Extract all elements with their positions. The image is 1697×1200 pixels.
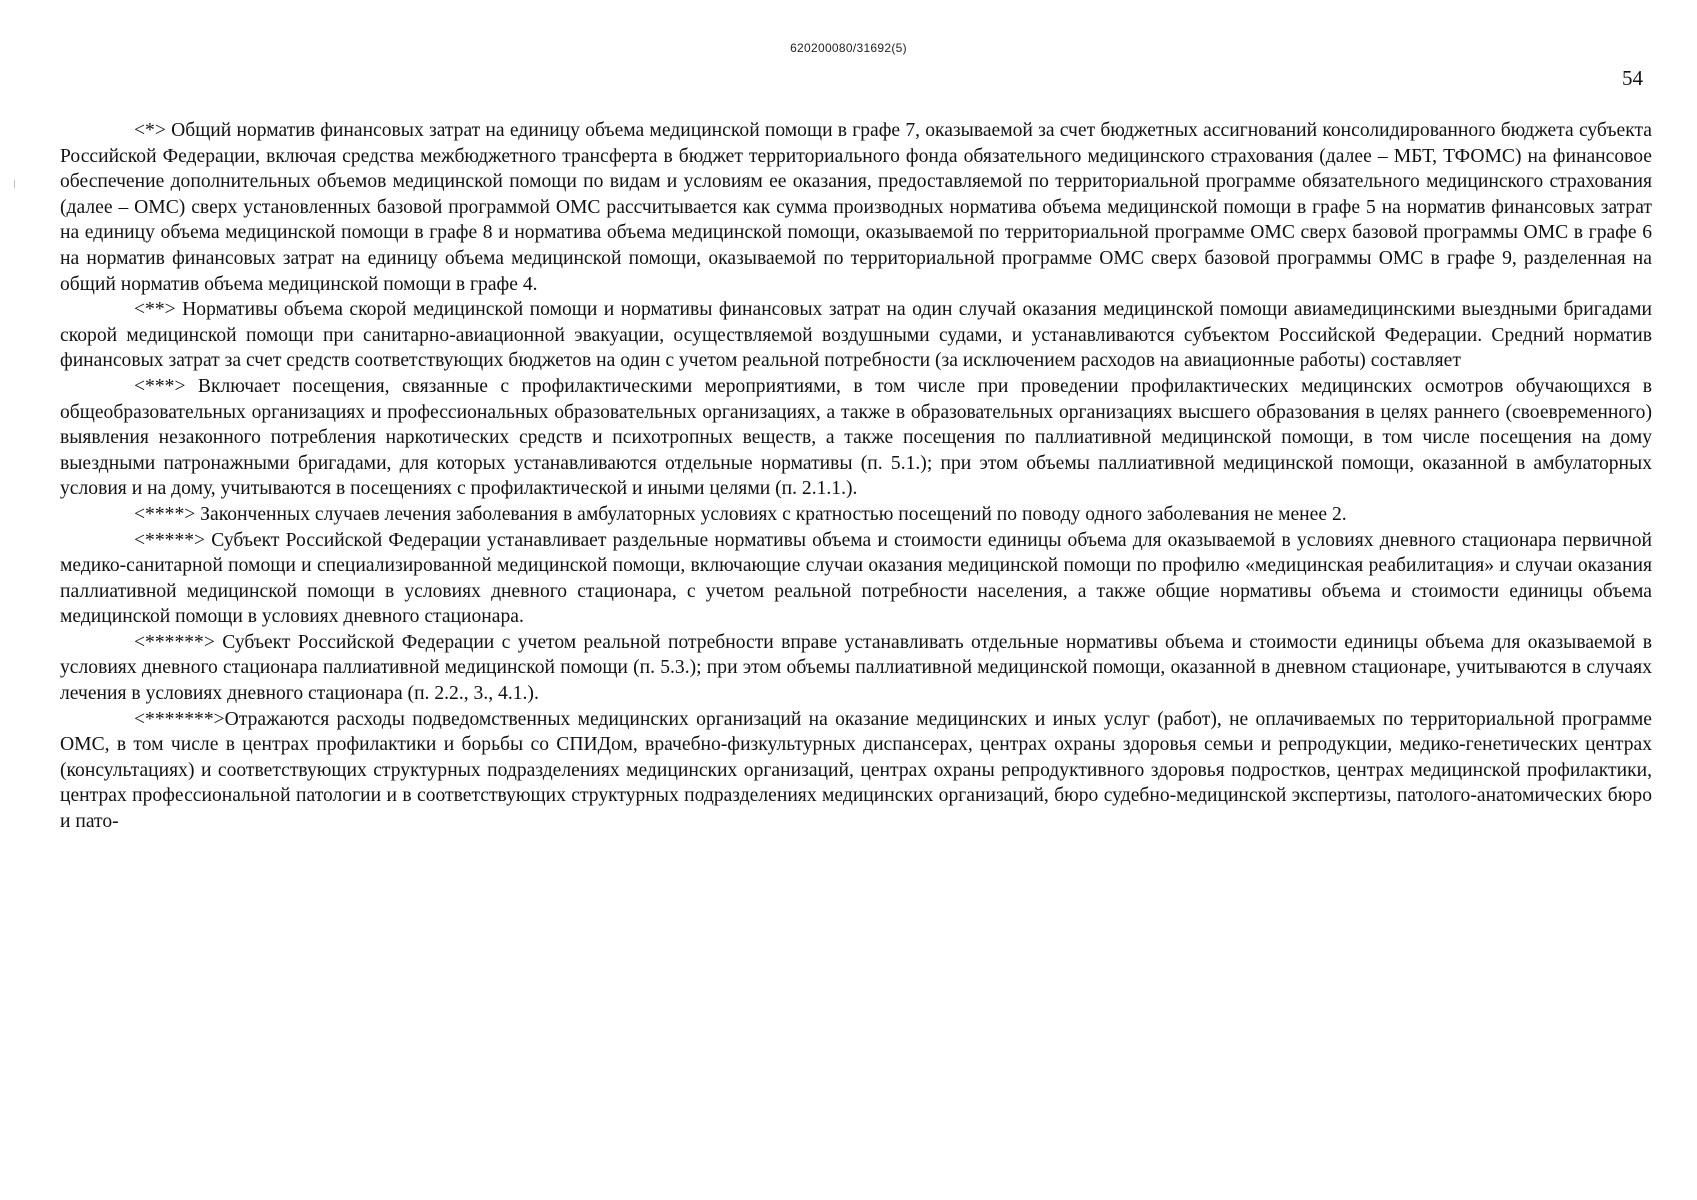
scan-artifact (14, 180, 15, 188)
footnote-7: <*******>Отражаются расходы подведомственных медицинских организаций на оказание медицинских и иных услуг (работ), не оплачиваемых по территориальной программе ОМС, в том числе в центрах профилактики и борьбы со СПИДом, врачебно-физкультурных диспансерах, центрах охраны здоровья семьи и репродукции, медико-генетических центрах (консультациях) и соответствующих структурных подразделениях медицинских организаций, центрах охраны репродуктивного здоровья подростков, центрах медицинской профилактики, центрах профессиональной патологии и в соответствующих структурных подразделениях медицинских организаций, бюро судебно-медицинской экспертизы, патолого-анатомических бюро и пато- (60, 708, 1652, 833)
footnote-2: <**> Нормативы объема скорой медицинской помощи и нормативы финансовых затрат на один случай оказания медицинской помощи авиамедицинскими выездными бригадами скорой медицинской помощи при санитарно-авиационной эвакуации, осуществляемой воздушными судами, и устанавливаются субъектом Российской Федерации. Средний норматив финансовых затрат за счет средств соответствующих бюджетов на один с учетом реальной потребности (за исключением расходов на авиационные работы) составляет (60, 299, 1652, 372)
footnote-3: <***> Включает посещения, связанные с профилактическими мероприятиями, в том числе при проведении профилактических медицинских осмотров обучающихся в общеобразовательных организациях и профессиональных образовательных организациях, а также в образовательных организациях высшего образования в целях раннего (своевременного) выявления незаконного потребления наркотических средств и психотропных веществ, а также посещения по паллиативной медицинской помощи, в том числе посещения на дому выездными патронажными бригадами, для которых устанавливаются отдельные нормативы (п. 5.1.); при этом объемы паллиативной медицинской помощи, оказанной в амбулаторных условия и на дому, учитываются в посещениях с профилактической и иными целями (п. 2.1.1.). (60, 375, 1652, 500)
footnote-5: <*****> Субъект Российской Федерации устанавливает раздельные нормативы объема и стоимости единицы объема для оказываемой в условиях дневного стационара первичной медико-санитарной помощи и специализированной медицинской помощи, включающие случаи оказания медицинской помощи по профилю «медицинская реабилитация» и случаи оказания паллиативной медицинской помощи в условиях дневного стационара, с учетом реальной потребности населения, а также общие нормативы объема и стоимости единицы объема медицинской помощи в условиях дневного стационара. (60, 529, 1652, 628)
document-code: 620200080/31692(5) (790, 41, 907, 55)
page-number: 54 (1622, 66, 1643, 90)
footnote-1: <*> Общий норматив финансовых затрат на единицу объема медицинской помощи в графе 7, оказываемой за счет бюджетных ассигнований консолидированного бюджета субъекта Российской Федерации, включая средства межбюджетного трансферта в бюджет территориального фонда обязательного медицинского страхования (далее – МБТ, ТФОМС) на финансовое обеспечение дополнительных объемов медицинской помощи по видам и условиям ее оказания, предоставляемой по территориальной программе обязательного медицинского страхования (далее – ОМС) сверх установленных базовой программой ОМС рассчитывается как сумма производных норматива объема медицинской помощи в графе 5 на норматив финансовых затрат на единицу объема медицинской помощи в графе 8 и норматива объема медицинской помощи, оказываемой по территориальной программе ОМС сверх базовой программы ОМС в графе 6 на норматив финансовых затрат на единицу объема медицинской помощи, оказываемой по территориальной программе ОМС сверх базовой программы ОМС в графе 9, разделенная на общий норматив объема медицинской помощи в графе 4. (60, 120, 1652, 295)
footnote-6: <******> Субъект Российской Федерации с учетом реальной потребности вправе устанавливать отдельные нормативы объема и стоимости единицы объема для оказываемой в условиях дневного стационара паллиативной медицинской помощи (п. 5.3.); при этом объемы паллиативной медицинской помощи, оказанной в дневном стационаре, учитываются в случаях лечения в условиях дневного стационара (п. 2.2., 3., 4.1.). (60, 631, 1652, 705)
footnotes-body (60, 118, 1652, 835)
footnote-4: <****> Законченных случаев лечения заболевания в амбулаторных условиях с кратностью посещений по поводу одного заболевания не менее 2. (134, 503, 1347, 525)
